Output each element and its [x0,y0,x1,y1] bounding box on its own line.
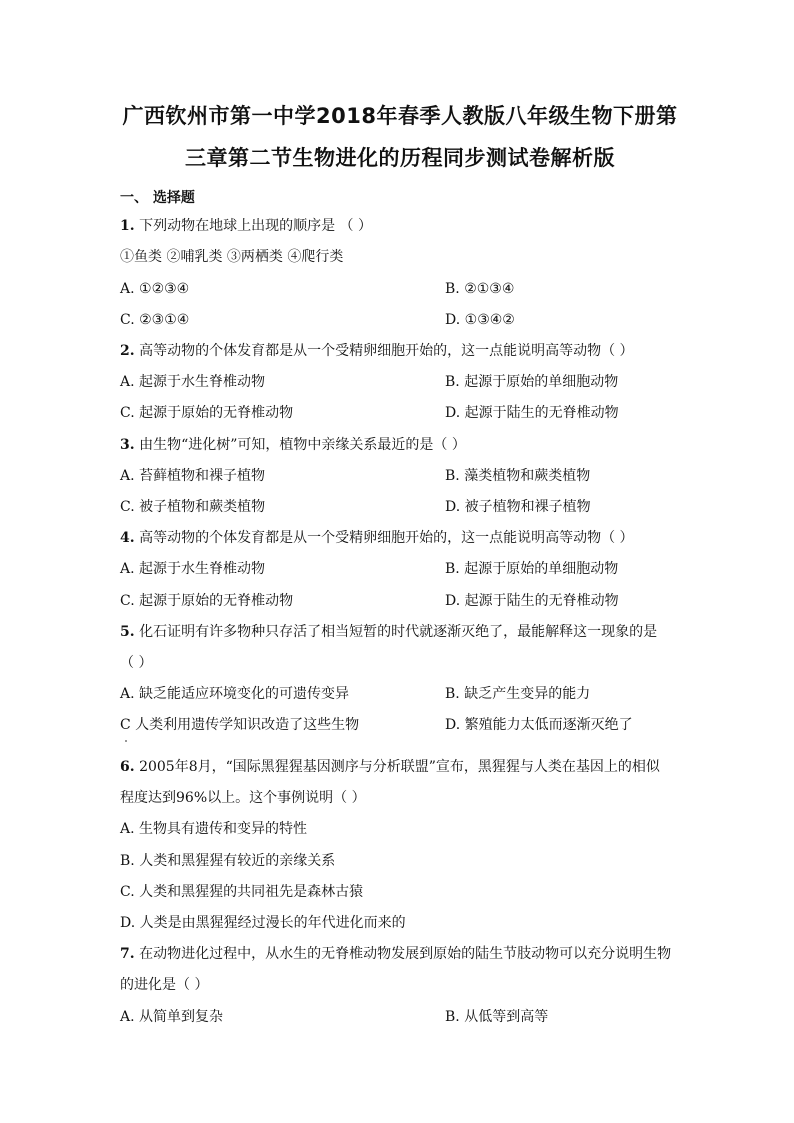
option-4a [120,559,265,579]
option-7b [445,1007,548,1027]
option-label: B. [120,853,135,869]
option-text: 起源于原始的无脊椎动物 [139,405,294,421]
option-3b [445,466,590,486]
option-text: 起源于陆生的无脊椎动物 [464,593,619,609]
option-text: 人类利用遗传学知识改造了这些生物 [135,717,360,733]
option-label: A. [120,281,135,297]
document-title-line-1: 广西钦州市第一中学2018年春季人教版八年级生物下册第 [122,104,678,128]
option-text: 缺乏产生变异的能力 [464,686,591,702]
question-5-stem-cont: （ ） [120,655,153,671]
option-4d [445,591,619,611]
option-2a [120,372,265,392]
option-text: 苔藓植物和裸子植物 [139,468,266,484]
option-label: A. [120,686,135,702]
option-label: B. [445,374,460,390]
option-3a [120,466,265,486]
question-number: 5. [120,624,135,640]
option-label: A. [120,468,135,484]
question-4-stem [120,528,634,548]
question-6-stem [120,757,660,777]
question-6-stem-cont: 程度达到96%以上。这个事例说明（ ） [120,790,366,806]
option-text: 起源于原始的无脊椎动物 [139,593,294,609]
option-1b [445,279,514,299]
question-1-items: ①鱼类 ②哺乳类 ③两栖类 ④爬行类 [120,249,344,265]
option-label: B. [445,686,460,702]
option-text: ②③①④ [139,312,190,328]
question-text: 2005年8月，“国际黑猩猩基因测序与分析联盟”宣布，黑猩猩与人类在基因上的相似 [139,759,660,775]
option-5c [120,715,359,735]
option-text: 起源于陆生的无脊椎动物 [464,405,619,421]
question-number: 6. [120,759,135,775]
question-number: 3. [120,437,135,453]
option-label: B. [445,468,460,484]
question-1-stem [120,216,372,236]
question-number: 2. [120,343,135,359]
option-label: D. [445,312,461,328]
option-3c [120,497,265,517]
option-label: C. [120,405,135,421]
option-2c [120,403,293,423]
option-label: C. [120,499,135,515]
option-4b [445,559,618,579]
option-3d [445,497,591,517]
section-heading: 一、 选择题 [120,190,195,206]
option-label: A. [120,561,135,577]
option-label: D. [445,717,461,733]
question-text: 高等动物的个体发育都是从一个受精卵细胞开始的，这一点能说明高等动物（ ） [139,530,634,546]
option-text: 人类是由黑猩猩经过漫长的年代进化而来的 [139,915,406,931]
option-label: B. [445,561,460,577]
question-text: 由生物“进化树”可知，植物中亲缘关系最近的是（ ） [139,437,466,453]
option-text: 人类和黑猩猩有较近的亲缘关系 [139,853,336,869]
option-6b [120,851,335,871]
scan-speck [125,740,127,742]
question-number: 1. [120,218,135,234]
option-2b [445,372,618,392]
option-text: 藻类植物和蕨类植物 [464,468,591,484]
question-number: 7. [120,946,135,962]
question-5-stem [120,622,657,642]
option-label: D. [445,593,461,609]
option-text: ①②③④ [139,281,190,297]
option-label: D. [120,915,136,931]
option-label: D. [445,405,461,421]
option-1a [120,279,189,299]
question-text: 高等动物的个体发育都是从一个受精卵细胞开始的，这一点能说明高等动物（ ） [139,343,634,359]
option-label: A. [120,1009,135,1025]
option-text: 繁殖能力太低而逐渐灭绝了 [464,717,633,733]
option-text: 人类和黑猩猩的共同祖先是森林古猿 [139,884,364,900]
option-text: ②①③④ [464,281,515,297]
option-text: 从简单到复杂 [139,1009,224,1025]
option-label: B. [445,1009,460,1025]
option-5a [120,684,349,704]
option-text: 起源于水生脊椎动物 [139,374,266,390]
option-text: 被子植物和裸子植物 [464,499,591,515]
option-text: 缺乏能适应环境变化的可遗传变异 [139,686,350,702]
option-2d [445,403,619,423]
option-text: 起源于原始的单细胞动物 [464,374,619,390]
option-label: C. [120,884,135,900]
option-text: 起源于原始的单细胞动物 [464,561,619,577]
option-text: ①③④② [464,312,515,328]
option-label: D. [445,499,461,515]
option-label: A. [120,821,135,837]
option-5d [445,715,633,735]
option-1d [445,310,515,330]
question-7-stem [120,944,671,964]
option-7a [120,1007,223,1027]
question-number: 4. [120,530,135,546]
option-label: B. [445,281,460,297]
question-7-stem-cont: 的进化是（ ） [120,977,209,993]
question-text: 在动物进化过程中，从水生的无脊椎动物发展到原始的陆生节肢动物可以充分说明生物 [139,946,672,962]
option-6a [120,819,307,839]
option-label: C [120,717,131,733]
question-3-stem [120,435,466,455]
option-1c [120,310,189,330]
question-text: 化石证明有许多物种只存活了相当短暂的时代就逐渐灭绝了，最能解释这一现象的是 [139,624,658,640]
option-5b [445,684,590,704]
document-title-line-2: 三章第二节生物进化的历程同步测试卷解析版 [185,146,615,170]
option-label: C. [120,312,135,328]
option-label: A. [120,374,135,390]
question-text: 下列动物在地球上出现的顺序是 （ ） [139,218,372,234]
question-2-stem [120,341,634,361]
option-text: 生物具有遗传和变异的特性 [139,821,308,837]
option-4c [120,591,293,611]
option-6d [120,913,406,933]
option-label: C. [120,593,135,609]
option-text: 起源于水生脊椎动物 [139,561,266,577]
option-text: 被子植物和蕨类植物 [139,499,266,515]
option-text: 从低等到高等 [464,1009,549,1025]
option-6c [120,882,363,902]
